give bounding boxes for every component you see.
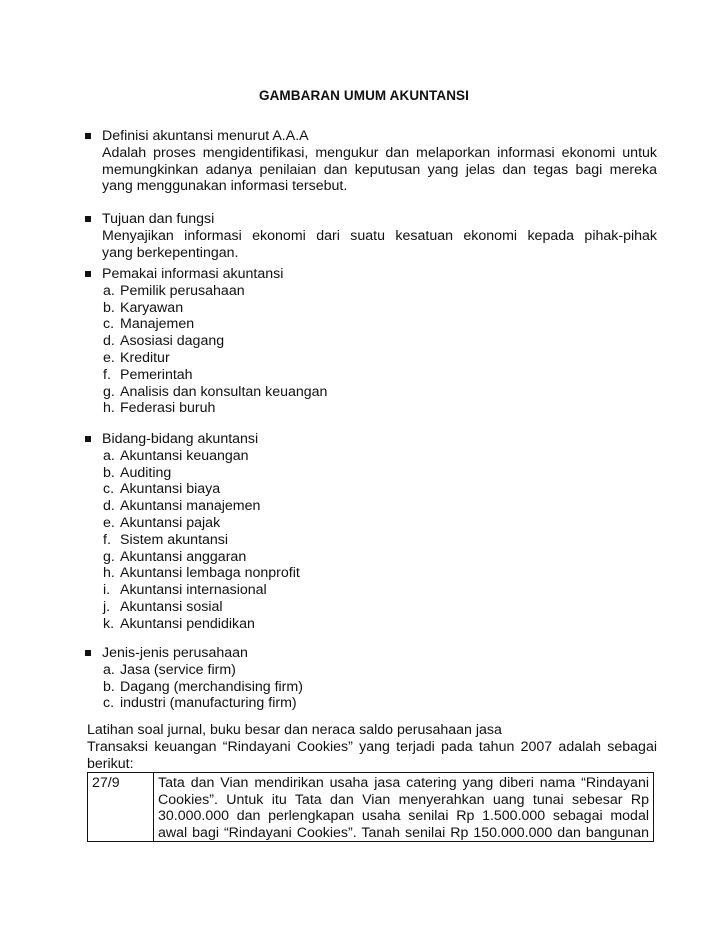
list-item: f. Sistem akuntansi bbox=[103, 531, 229, 548]
bullet-icon bbox=[85, 436, 91, 442]
section-pemakai bbox=[87, 266, 657, 417]
list-item: d. Asosiasi dagang bbox=[103, 333, 225, 350]
pemakai-list bbox=[87, 283, 657, 417]
list-item: k. Akuntansi pendidikan bbox=[103, 615, 255, 632]
description-line: Tata dan Vian mendirikan usaha jasa catering yang diberi nama “Rindayani bbox=[158, 775, 649, 791]
list-item: a. Akuntansi keuangan bbox=[103, 447, 249, 464]
transaction-table bbox=[87, 772, 654, 842]
list-item: c. Manajemen bbox=[103, 316, 195, 333]
latihan-line: berikut: bbox=[87, 755, 134, 772]
description-line: Cookies”. Untuk itu Tata dan Vian menyerahkan uang tunai sebesar Rp bbox=[158, 791, 649, 808]
list-item: a. Jasa (service firm) bbox=[103, 661, 236, 678]
list-item: g. Analisis dan konsultan keuangan bbox=[103, 383, 328, 400]
list-item: d. Akuntansi manajemen bbox=[103, 498, 261, 515]
section-jenis bbox=[87, 645, 657, 712]
body-line: yang berkepentingan. bbox=[102, 244, 239, 261]
list-item: e. Kreditur bbox=[103, 349, 170, 366]
section-body bbox=[87, 145, 657, 195]
list-item: c. industri (manufacturing firm) bbox=[103, 695, 297, 712]
section-heading: Tujuan dan fungsi bbox=[102, 211, 215, 227]
list-item: c. Akuntansi biaya bbox=[103, 481, 221, 498]
jenis-list bbox=[87, 662, 657, 712]
description-line: awal bagi “Rindayani Cookies”. Tanah senilai Rp 150.000.000 dan bangunan bbox=[158, 824, 649, 841]
section-heading: Bidang-bidang akuntansi bbox=[102, 431, 259, 447]
list-item: i. Akuntansi internasional bbox=[103, 582, 267, 599]
section-tujuan bbox=[87, 211, 657, 261]
bidang-list bbox=[87, 448, 657, 633]
body-line: Adalah proses mengidentifikasi, mengukur dan melaporkan informasi ekonomi untuk bbox=[102, 144, 657, 161]
section-heading: Pemakai informasi akuntansi bbox=[102, 266, 284, 282]
section-bidang bbox=[87, 431, 657, 633]
body-line: memungkinkan adanya penilaian dan keputusan yang jelas dan tegas bagi mereka bbox=[102, 161, 657, 178]
list-item: g. Akuntansi anggaran bbox=[103, 548, 247, 565]
list-item: e. Akuntansi pajak bbox=[103, 514, 221, 531]
section-body bbox=[87, 228, 657, 262]
bullet-icon bbox=[85, 650, 91, 656]
latihan-line: Transaksi keuangan “Rindayani Cookies” yang terjadi pada tahun 2007 adalah sebagai bbox=[87, 738, 657, 755]
body-line: yang menggunakan informasi tersebut. bbox=[102, 178, 348, 195]
bullet-icon bbox=[85, 133, 91, 139]
table-row bbox=[88, 773, 654, 842]
bullet-icon bbox=[85, 216, 91, 222]
body-line: Menyajikan informasi ekonomi dari suatu kesatuan ekonomi kepada pihak-pihak bbox=[102, 227, 657, 244]
list-item: a. Pemilik perusahaan bbox=[103, 282, 245, 299]
list-item: b. Auditing bbox=[103, 464, 172, 481]
latihan-paragraph bbox=[87, 722, 657, 772]
list-item: j. Akuntansi sosial bbox=[103, 598, 223, 615]
list-item: b. Dagang (merchandising firm) bbox=[103, 678, 303, 695]
transaction-description bbox=[154, 773, 654, 842]
section-heading: Definisi akuntansi menurut A.A.A bbox=[102, 128, 309, 144]
section-definisi bbox=[87, 128, 657, 195]
description-line: 30.000.000 dan perlengkapan usaha senilai Rp 1.500.000 sebagai modal bbox=[158, 808, 649, 825]
list-item: h. Akuntansi lembaga nonprofit bbox=[103, 565, 300, 582]
transaction-date: 27/9 bbox=[92, 775, 120, 791]
list-item: f. Pemerintah bbox=[103, 366, 193, 383]
section-heading: Jenis-jenis perusahaan bbox=[102, 645, 248, 661]
bullet-icon bbox=[85, 271, 91, 277]
page-title: GAMBARAN UMUM AKUNTANSI bbox=[258, 88, 470, 103]
list-item: b. Karyawan bbox=[103, 299, 184, 316]
list-item: h. Federasi buruh bbox=[103, 400, 216, 417]
latihan-line: Latihan soal jurnal, buku besar dan neraca saldo perusahaan jasa bbox=[87, 722, 502, 738]
